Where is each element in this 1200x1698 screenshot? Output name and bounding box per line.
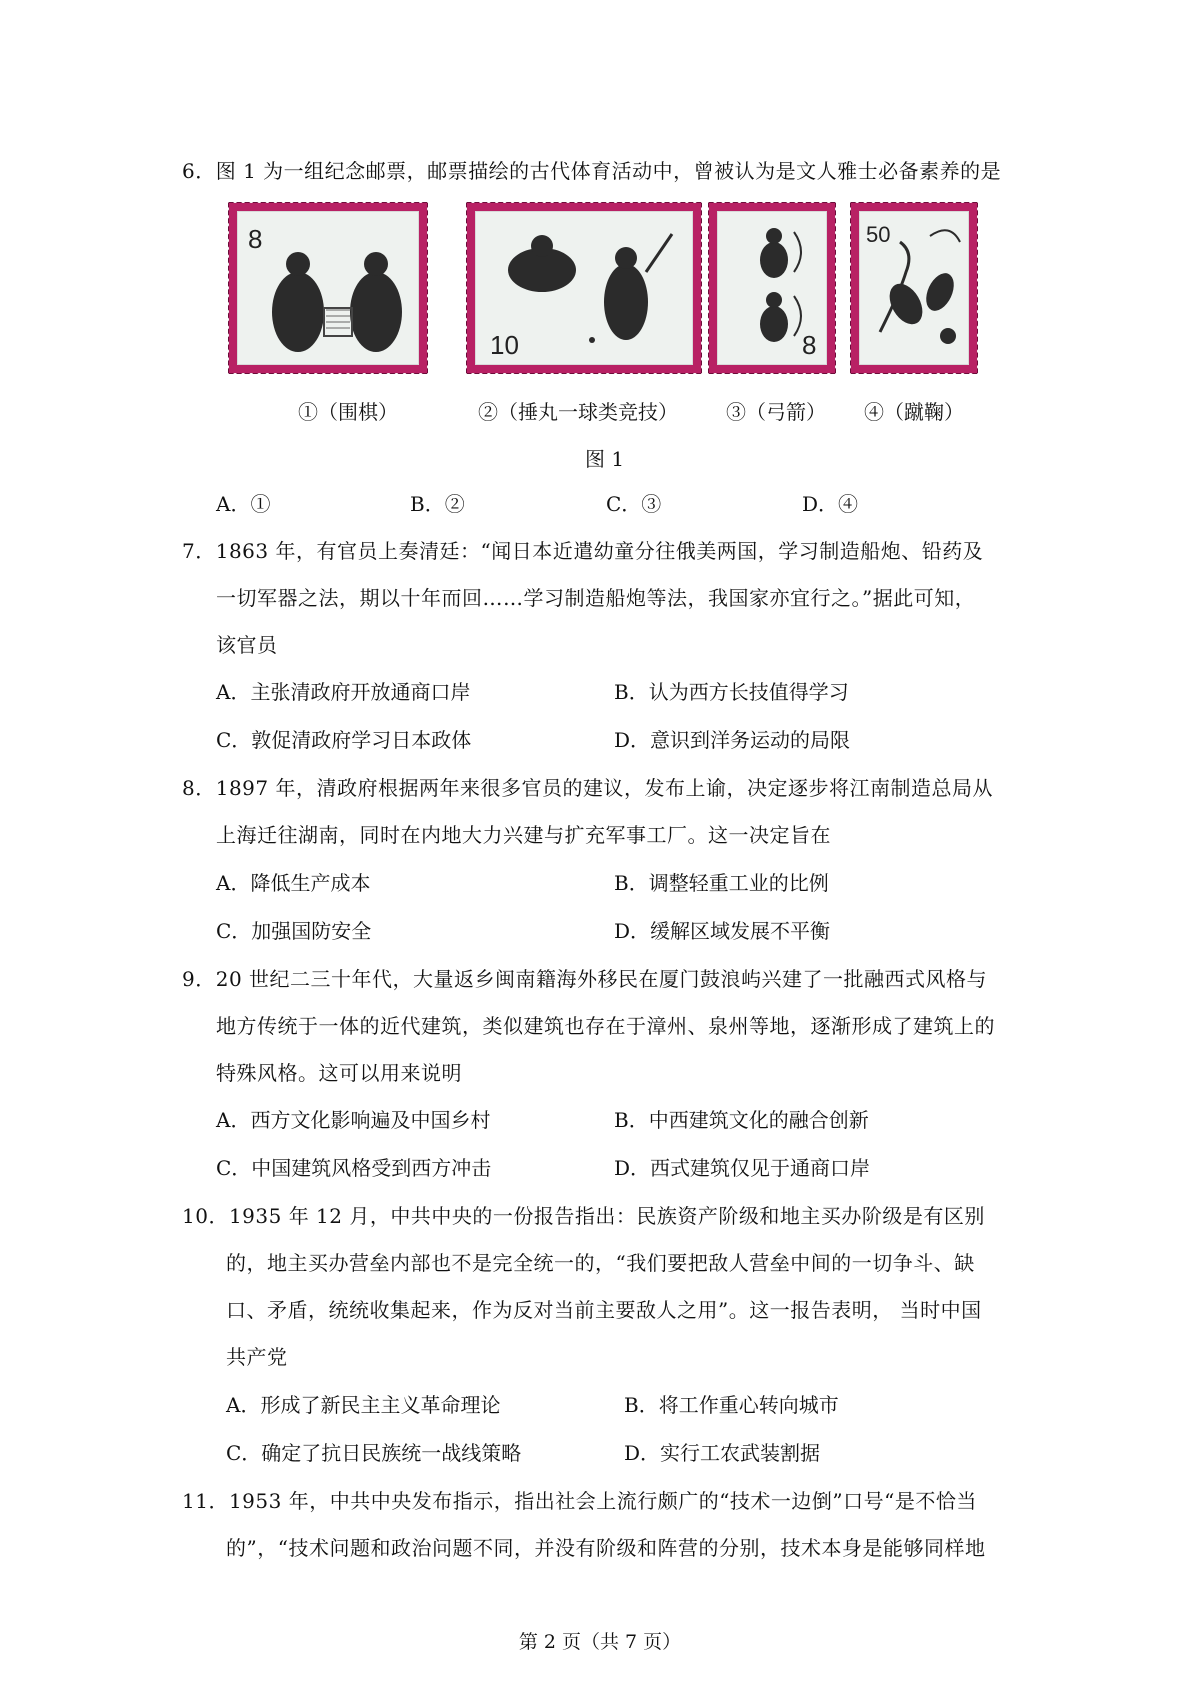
q10-option-c: C．确定了抗日民族统一战线策略	[226, 1441, 522, 1465]
q10-line-4: 共产党	[226, 1345, 288, 1369]
stamp-caption-1: ①（围棋）	[298, 400, 398, 424]
q10-line-3: 口、矛盾，统统收集起来，作为反对当前主要敌人之用”。这一报告表明， 当时中国	[226, 1298, 982, 1322]
q11-line-2: 的”，“技术问题和政治问题不同，并没有阶级和阵营的分别，技术本身是能够同样地	[226, 1536, 986, 1560]
stamp-caption-2: ②（捶丸一球类竞技）	[478, 400, 678, 424]
q7-option-c: C．敦促清政府学习日本政体	[216, 728, 472, 752]
q9-option-d: D．西式建筑仅见于通商口岸	[614, 1156, 871, 1180]
q7-option-a: A．主张清政府开放通商口岸	[216, 680, 471, 704]
q9-option-a: A．西方文化影响遍及中国乡村	[216, 1108, 491, 1132]
stamp-caption-3: ③（弓箭）	[726, 400, 826, 424]
q7-line-3: 该官员	[216, 633, 278, 657]
q9-line-2: 地方传统于一体的近代建筑，类似建筑也存在于漳州、泉州等地，逐渐形成了建筑上的	[216, 1014, 995, 1038]
q10-option-b: B．将工作重心转向城市	[624, 1393, 839, 1417]
q7-option-d: D．意识到洋务运动的局限	[614, 728, 851, 752]
q6-option-c: C．③	[606, 492, 662, 516]
q8-option-d: D．缓解区域发展不平衡	[614, 919, 831, 943]
q6-stem: 6．图 1 为一组纪念邮票，邮票描绘的古代体育活动中，曾被认为是文人雅士必备素养的是	[182, 159, 1002, 183]
q6-option-b: B．②	[410, 492, 465, 516]
q8-line-2: 上海迁往湖南，同时在内地大力兴建与扩充军事工厂。这一决定旨在	[216, 823, 831, 847]
stamp-caption-4: ④（蹴鞠）	[864, 400, 964, 424]
q8-option-b: B．调整轻重工业的比例	[614, 871, 829, 895]
stamp-denomination: 10	[490, 330, 519, 360]
stamp-image	[717, 211, 827, 365]
stamp-cuju	[850, 202, 978, 374]
q9-line-3: 特殊风格。这可以用来说明	[216, 1061, 462, 1085]
chuiwan-players-illustration	[476, 212, 696, 368]
page-number-footer: 第 2 页（共 7 页）	[518, 1631, 682, 1653]
stamp-image	[475, 211, 693, 365]
q10-option-d: D．实行工农武装割据	[624, 1441, 821, 1465]
q8-option-a: A．降低生产成本	[216, 871, 371, 895]
q10-line-1: 10．1935 年 12 月，中共中央的一份报告指出：民族资产阶级和地主买办阶级是有区别	[182, 1204, 985, 1228]
stamp-image	[859, 211, 969, 365]
q9-option-b: B．中西建筑文化的融合创新	[614, 1108, 869, 1132]
stamp-archery	[708, 202, 836, 374]
figure-label: 图 1	[585, 447, 625, 471]
stamp-weiqi	[228, 202, 428, 374]
stamp-denomination: 50	[866, 222, 891, 247]
cuju-illustration	[860, 212, 972, 368]
q7-line-1: 7．1863 年，有官员上奏清廷：“闻日本近遣幼童分往俄美两国，学习制造船炮、铅药及	[182, 539, 984, 563]
q11-line-1: 11．1953 年，中共中央发布指示，指出社会上流行颇广的“技术一边倒”口号“是不恰当	[182, 1489, 977, 1513]
stamp-chuiwan	[466, 202, 702, 374]
q10-option-a: A．形成了新民主主义革命理论	[226, 1393, 501, 1417]
q10-line-2: 的，地主买办营垒内部也不是完全统一的，“我们要把敌人营垒中间的一切争斗、缺	[226, 1251, 975, 1275]
weiqi-players-illustration	[238, 212, 422, 368]
q7-line-2: 一切军器之法，期以十年而回……学习制造船炮等法，我国家亦宜行之。”据此可知，	[216, 586, 976, 610]
stamp-denomination: 8	[248, 224, 263, 254]
q7-option-b: B．认为西方长技值得学习	[614, 680, 849, 704]
q8-option-c: C．加强国防安全	[216, 919, 372, 943]
stamp-image	[237, 211, 419, 365]
q8-line-1: 8．1897 年，清政府根据两年来很多官员的建议，发布上谕，决定逐步将江南制造总局从	[182, 776, 993, 800]
q9-option-c: C．中国建筑风格受到西方冲击	[216, 1156, 492, 1180]
archery-illustration	[718, 212, 830, 368]
q6-option-a: A．①	[216, 492, 271, 516]
stamp-denomination: 8	[802, 330, 817, 360]
q9-line-1: 9．20 世纪二三十年代，大量返乡闽南籍海外移民在厦门鼓浪屿兴建了一批融西式风格与	[182, 967, 988, 991]
q6-option-d: D．④	[802, 492, 859, 516]
